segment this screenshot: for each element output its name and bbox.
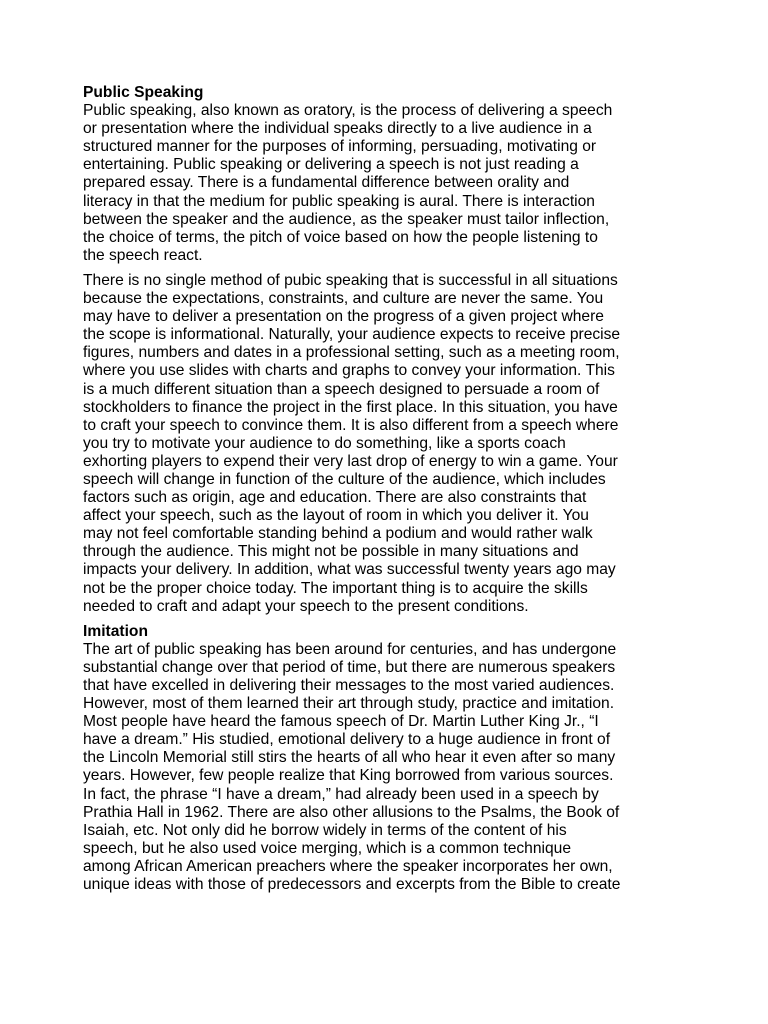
paragraph	[83, 102, 693, 265]
text-line: Public speaking, also known as oratory, is the process of delivering a speech	[83, 102, 613, 120]
text-line: the scope is informational. Naturally, your audience expects to receive precise	[83, 326, 621, 344]
text-line: impacts your delivery. In addition, what was successful twenty years ago may	[83, 561, 616, 579]
text-line: However, most of them learned their art through study, practice and imitation.	[83, 695, 615, 713]
text-line: exhorting players to expend their very last drop of energy to win a game. Your	[83, 452, 618, 470]
section-heading: Public Speaking	[83, 84, 204, 101]
text-line: figures, numbers and dates in a professional setting, such as a meeting room,	[83, 344, 620, 362]
text-line: speech will change in function of the culture of the audience, which includes	[83, 470, 606, 488]
text-line: between the speaker and the audience, as the speaker must tailor inflection,	[83, 210, 610, 228]
text-line: There is no single method of pubic speaking that is successful in all situations	[83, 271, 618, 289]
paragraph	[83, 641, 693, 894]
document-page	[83, 84, 693, 894]
text-line: where you use slides with charts and graphs to convey your information. This	[83, 362, 615, 380]
text-line: is a much different situation than a speech designed to persuade a room of	[83, 380, 600, 398]
text-line: have a dream.” His studied, emotional delivery to a huge audience in front of	[83, 731, 611, 749]
text-line: The art of public speaking has been around for centuries, and has undergone	[83, 640, 617, 658]
text-line: Most people have heard the famous speech of Dr. Martin Luther King Jr., “I	[83, 713, 599, 731]
text-line: you try to motivate your audience to do something, like a sports coach	[83, 434, 566, 452]
section-heading: Imitation	[83, 622, 148, 640]
text-line: Prathia Hall in 1962. There are also other allusions to the Psalms, the Book of	[83, 803, 620, 821]
text-line: entertaining. Public speaking or delivering a speech is not just reading a	[83, 156, 579, 174]
text-line: structured manner for the purposes of informing, persuading, motivating or	[83, 138, 597, 156]
text-line: affect your speech, such as the layout of room in which you deliver it. You	[83, 507, 589, 525]
text-line: substantial change over that period of time, but there are numerous speakers	[83, 658, 616, 676]
text-line: Isaiah, etc. Not only did he borrow widely in terms of the content of his	[83, 821, 567, 839]
text-line: not be the proper choice today. The important thing is to acquire the skills	[83, 579, 588, 597]
text-line: the choice of terms, the pitch of voice based on how the people listening to	[83, 228, 598, 246]
text-line: prepared essay. There is a fundamental difference between orality and	[83, 174, 570, 192]
text-line: that have excelled in delivering their messages to the most varied audiences.	[83, 677, 615, 694]
text-line: to craft your speech to convince them. It is also different from a speech where	[83, 416, 619, 434]
text-line: needed to craft and adapt your speech to the present conditions.	[83, 597, 529, 615]
text-line: may not feel comfortable standing behind a podium and would rather walk	[83, 525, 593, 543]
text-line: the speech react.	[83, 246, 203, 264]
text-line: stockholders to finance the project in the first place. In this situation, you have	[83, 398, 618, 416]
text-line: literacy in that the medium for public speaking is aural. There is interaction	[83, 192, 595, 210]
paragraph	[83, 272, 693, 616]
text-line: years. However, few people realize that King borrowed from various sources.	[83, 767, 614, 785]
text-line: unique ideas with those of predecessors and excerpts from the Bible to create	[83, 876, 621, 894]
text-line: through the audience. This might not be possible in many situations and	[83, 543, 579, 561]
section-public-speaking	[83, 84, 693, 616]
text-line: the Lincoln Memorial still stirs the hearts of all who hear it even after so many	[83, 749, 616, 767]
paragraph-spacer	[83, 616, 693, 623]
text-line: or presentation where the individual speaks directly to a live audience in a	[83, 120, 592, 138]
text-line: In fact, the phrase “I have a dream,” had already been used in a speech by	[83, 785, 599, 803]
text-line: may have to deliver a presentation on the progress of a given project where	[83, 308, 604, 326]
paragraph-spacer	[83, 265, 693, 272]
text-line: factors such as origin, age and education. There are also constraints that	[83, 489, 587, 507]
text-line: among African American preachers where the speaker incorporates her own,	[83, 857, 613, 875]
section-imitation	[83, 623, 693, 894]
text-line: speech, but he also used voice merging, which is a common technique	[83, 839, 572, 857]
text-line: because the expectations, constraints, and culture are never the same. You	[83, 290, 604, 308]
